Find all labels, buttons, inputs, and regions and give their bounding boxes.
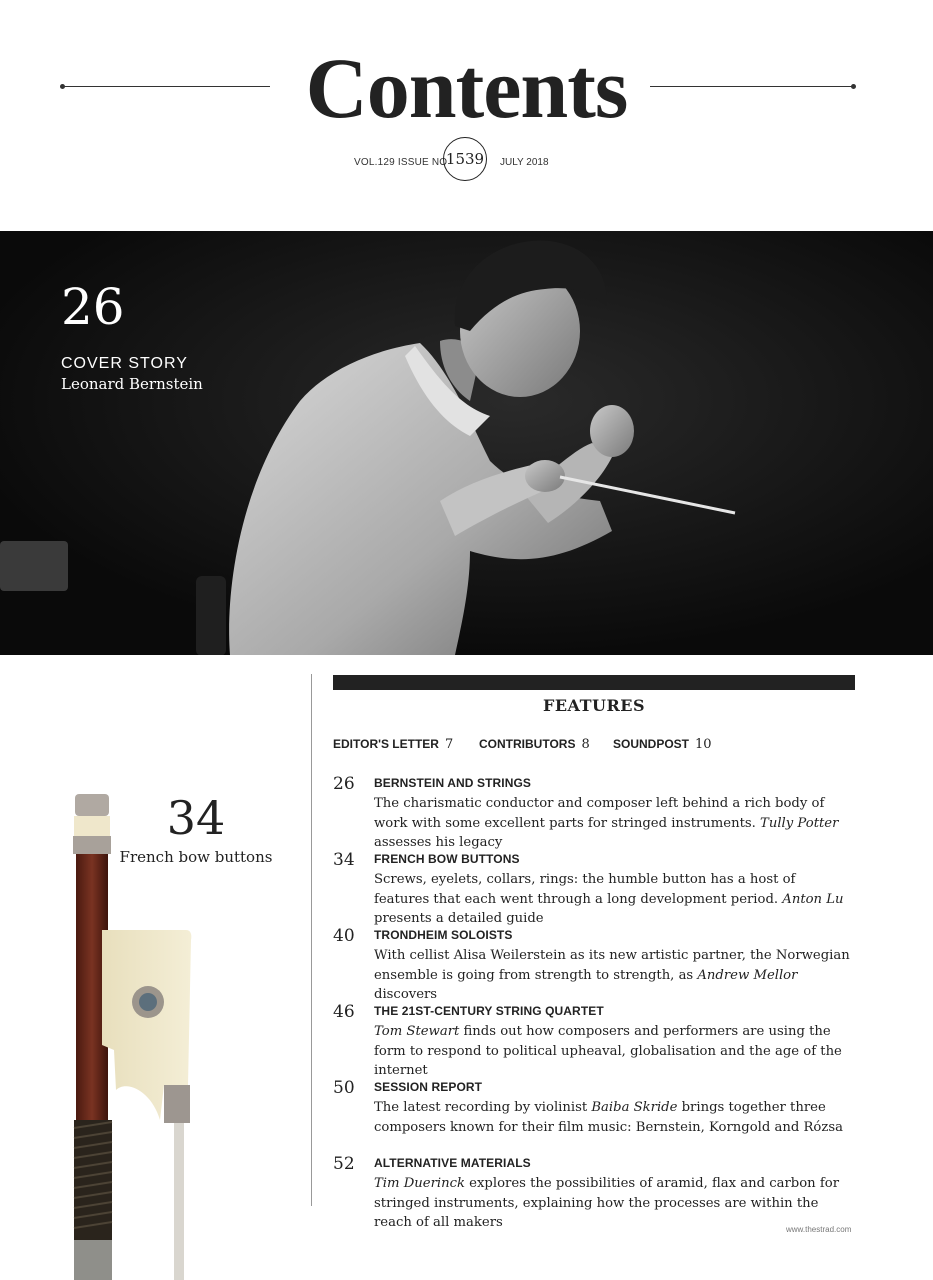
features-heading: FEATURES <box>543 696 645 715</box>
issue-number-badge: 1539 <box>443 137 487 181</box>
feature-page-number: 50 <box>333 1078 355 1098</box>
feature-author: Anton Lu <box>782 891 844 907</box>
feature-description: Tim Duerinck explores the possibilities of aramid, flax and carbon for stringed instruments, explaining how the processes are within the reach of all makers <box>374 1176 839 1230</box>
feature-page-number: 52 <box>333 1154 355 1174</box>
feature-page-number: 40 <box>333 926 355 946</box>
quick-link-page: 8 <box>581 737 590 752</box>
feature-author: Andrew Mellor <box>697 967 798 983</box>
feature-author: Tom Stewart <box>374 1024 460 1039</box>
quick-link-contributors[interactable] <box>479 737 590 752</box>
feature-page-number: 34 <box>333 850 355 870</box>
feature-title: ALTERNATIVE MATERIALS <box>374 1156 531 1170</box>
feature-author: Baiba Skride <box>591 1100 678 1115</box>
website-url[interactable]: www.thestrad.com <box>786 1225 852 1234</box>
feature-author: Tim Duerinck <box>374 1176 465 1191</box>
feature-title: TRONDHEIM SOLOISTS <box>374 928 513 942</box>
side-feature-label: French bow buttons <box>119 848 273 866</box>
quick-link-label: EDITOR'S LETTER <box>333 737 439 751</box>
feature-description: The charismatic conductor and composer left behind a rich body of work with some excellent parts for stringed instruments. Tully Potter assesses his legacy <box>374 796 839 850</box>
quick-link-page: 10 <box>695 737 712 752</box>
feature-description: With cellist Alisa Weilerstein as its new artistic partner, the Norwegian ensemble is going from strength to strength, as Andrew Mellor discovers <box>374 948 850 1002</box>
feature-title: THE 21ST-CENTURY STRING QUARTET <box>374 1004 604 1018</box>
feature-title: BERNSTEIN AND STRINGS <box>374 776 531 790</box>
volume-issue-label: VOL.129 ISSUE NO <box>354 157 448 168</box>
cover-story-kicker: COVER STORY <box>61 355 188 372</box>
conductor-photo-illustration <box>0 231 933 655</box>
cover-story-page-number: 26 <box>61 278 125 336</box>
page-title: Contents <box>305 40 628 136</box>
cover-photo[interactable] <box>0 231 933 655</box>
feature-author: Tully Potter <box>760 815 839 831</box>
feature-description: The latest recording by violinist Baiba Skride brings together three composers known for their film music: Bernstein, Korngold and Rózsa <box>374 1100 843 1135</box>
feature-title: SESSION REPORT <box>374 1080 483 1094</box>
feature-description: Tom Stewart finds out how composers and performers are using the form to respond to political upheaval, globalisation and the age of the internet <box>374 1024 842 1078</box>
features-bar <box>333 675 855 690</box>
feature-title: FRENCH BOW BUTTONS <box>374 852 520 866</box>
feature-page-number: 46 <box>333 1002 355 1022</box>
cover-story-name: Leonard Bernstein <box>61 375 203 393</box>
feature-description: Screws, eyelets, collars, rings: the humble button has a host of features that each went through a long development period. Anton Lu presents a detailed guide <box>374 872 844 926</box>
issue-date: JULY 2018 <box>500 157 549 168</box>
quick-link-label: CONTRIBUTORS <box>479 737 576 751</box>
feature-page-number: 26 <box>333 774 355 794</box>
quick-link-soundpost[interactable] <box>613 737 712 752</box>
column-divider <box>311 674 312 1206</box>
side-feature-page-number: 34 <box>166 791 226 845</box>
quick-link-label: SOUNDPOST <box>613 737 690 751</box>
quick-link-editors-letter[interactable] <box>333 737 453 752</box>
quick-link-page: 7 <box>444 737 454 752</box>
